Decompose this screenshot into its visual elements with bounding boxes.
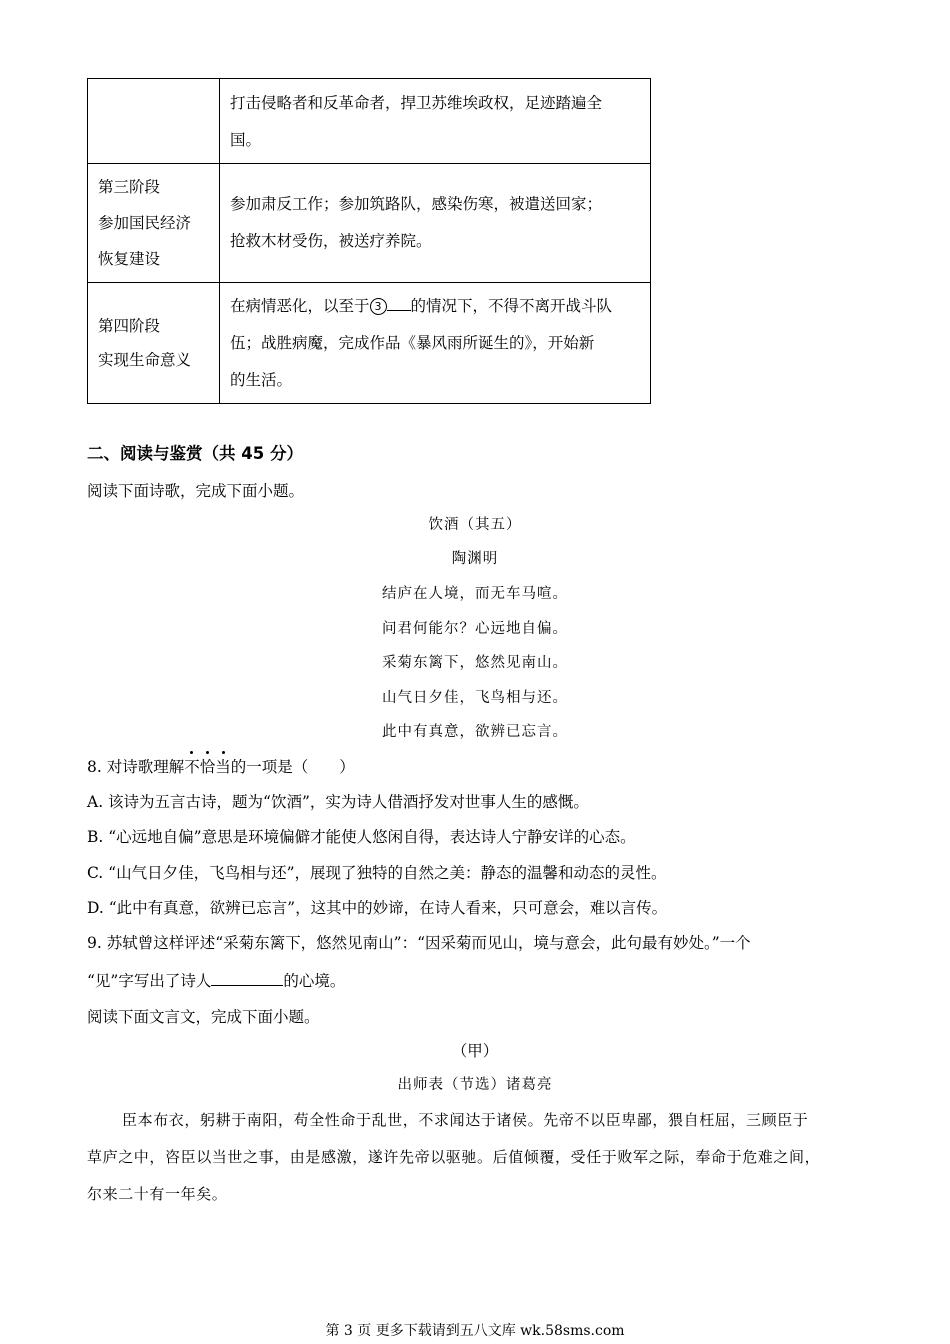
question-text: 8. 对诗歌理解 (87, 758, 185, 776)
table-row (88, 164, 651, 283)
stage-cell (88, 164, 220, 283)
question-9-line1: 9. 苏轼曾这样评述“采菊东篱下，悠然见南山”：“因采菊而见山，境与意会，此句最有妙处。”一个 (87, 934, 751, 952)
table-row (88, 283, 651, 404)
page-footer: 第 3 页 更多下载请到五八文库 wk.58sms.com (325, 1323, 625, 1339)
content-line: 伍；战胜病魔，完成作品《暴风雨所诞生的》，开始新 (230, 333, 595, 352)
passage-line: 臣本布衣，躬耕于南阳，苟全性命于乱世，不求闻达于诸侯。先帝不以臣卑鄙，猥自枉屈，三顾臣于 (122, 1111, 809, 1129)
stage-line: 第三阶段 (98, 178, 161, 196)
passage-line: 尔来二十有一年矣。 (87, 1185, 228, 1203)
question-text: 的心境。 (283, 972, 346, 990)
content-text: 的情况下，不得不离开战斗队 (410, 296, 613, 315)
answer-blank (211, 969, 283, 986)
content-cell (220, 79, 651, 164)
emphasis-char: 当 (215, 758, 231, 776)
option-c: C. “山气日夕佳，飞鸟相与还”，展现了独特的自然之美：静态的温馨和动态的灵性。 (87, 864, 667, 882)
question-text: 的一项是（ ） (230, 758, 355, 776)
content-line (230, 288, 640, 325)
option-d: D. “此中有真意，欲辨已忘言”，这其中的妙谛，在诗人看来，只可意会，难以言传。 (87, 899, 668, 917)
content-cell (220, 164, 651, 283)
poem-line: 采菊东篱下，悠然见南山。 (382, 655, 568, 671)
circled-number: 3 (370, 298, 387, 315)
stage-line: 实现生命意义 (98, 351, 192, 369)
content-line: 抢救木材受伤，被送疗养院。 (230, 232, 432, 250)
emphasis-char: 恰 (199, 758, 216, 776)
poem-line: 山气日夕佳，飞鸟相与还。 (382, 690, 568, 706)
stage-line: 第四阶段 (98, 317, 161, 335)
emphasis-char: 不 (184, 758, 200, 776)
content-text: 在病情恶化，以至于 (230, 296, 370, 315)
stage-cell (88, 283, 220, 404)
content-line: 参加肃反工作；参加筑路队，感染伤寒，被遣送回家； (230, 195, 603, 213)
content-line: 打击侵略者和反革命者，捍卫苏维埃政权，足迹踏遍全 (230, 94, 603, 112)
stage-line: 参加国民经济 (98, 214, 192, 232)
option-b: B. “心远地自偏”意思是环境偏僻才能使人悠闲自得，表达诗人宁静安详的心态。 (87, 828, 636, 846)
classical-instruction: 阅读下面文言文，完成下面小题。 (87, 1008, 320, 1026)
question-8 (87, 756, 355, 778)
content-line: 国。 (230, 131, 262, 149)
section-heading: 二、阅读与鉴赏（共 45 分） (87, 444, 303, 463)
option-a: A. 该诗为五言古诗，题为“饮酒”，实为诗人借酒抒发对世事人生的感慨。 (87, 793, 589, 811)
passage-label: （甲） (451, 1042, 499, 1060)
poem-line: 问君何能尔？心远地自偏。 (382, 621, 568, 637)
poem-line: 此中有真意，欲辨已忘言。 (382, 724, 568, 740)
stage-line: 恢复建设 (98, 250, 161, 268)
stage-cell (88, 79, 220, 164)
question-text: “见”字写出了诗人 (87, 972, 212, 990)
table-row (88, 79, 651, 164)
passage-title: 出师表（节选）诸葛亮 (397, 1077, 553, 1093)
question-9-line2 (87, 969, 345, 992)
stage-table (87, 78, 651, 404)
poem-author: 陶渊明 (451, 551, 499, 567)
answer-blank (387, 294, 411, 311)
poem-line: 结庐在人境，而无车马喧。 (382, 586, 568, 602)
content-line: 的生活。 (230, 370, 293, 389)
passage-line: 草庐之中，咨臣以当世之事，由是感激，遂许先帝以驱驰。后值倾覆，受任于败军之际，奉命于危难之间， (87, 1148, 821, 1166)
section-instruction: 阅读下面诗歌，完成下面小题。 (87, 482, 305, 500)
content-cell (220, 283, 651, 404)
poem-title: 饮酒（其五） (428, 517, 522, 533)
